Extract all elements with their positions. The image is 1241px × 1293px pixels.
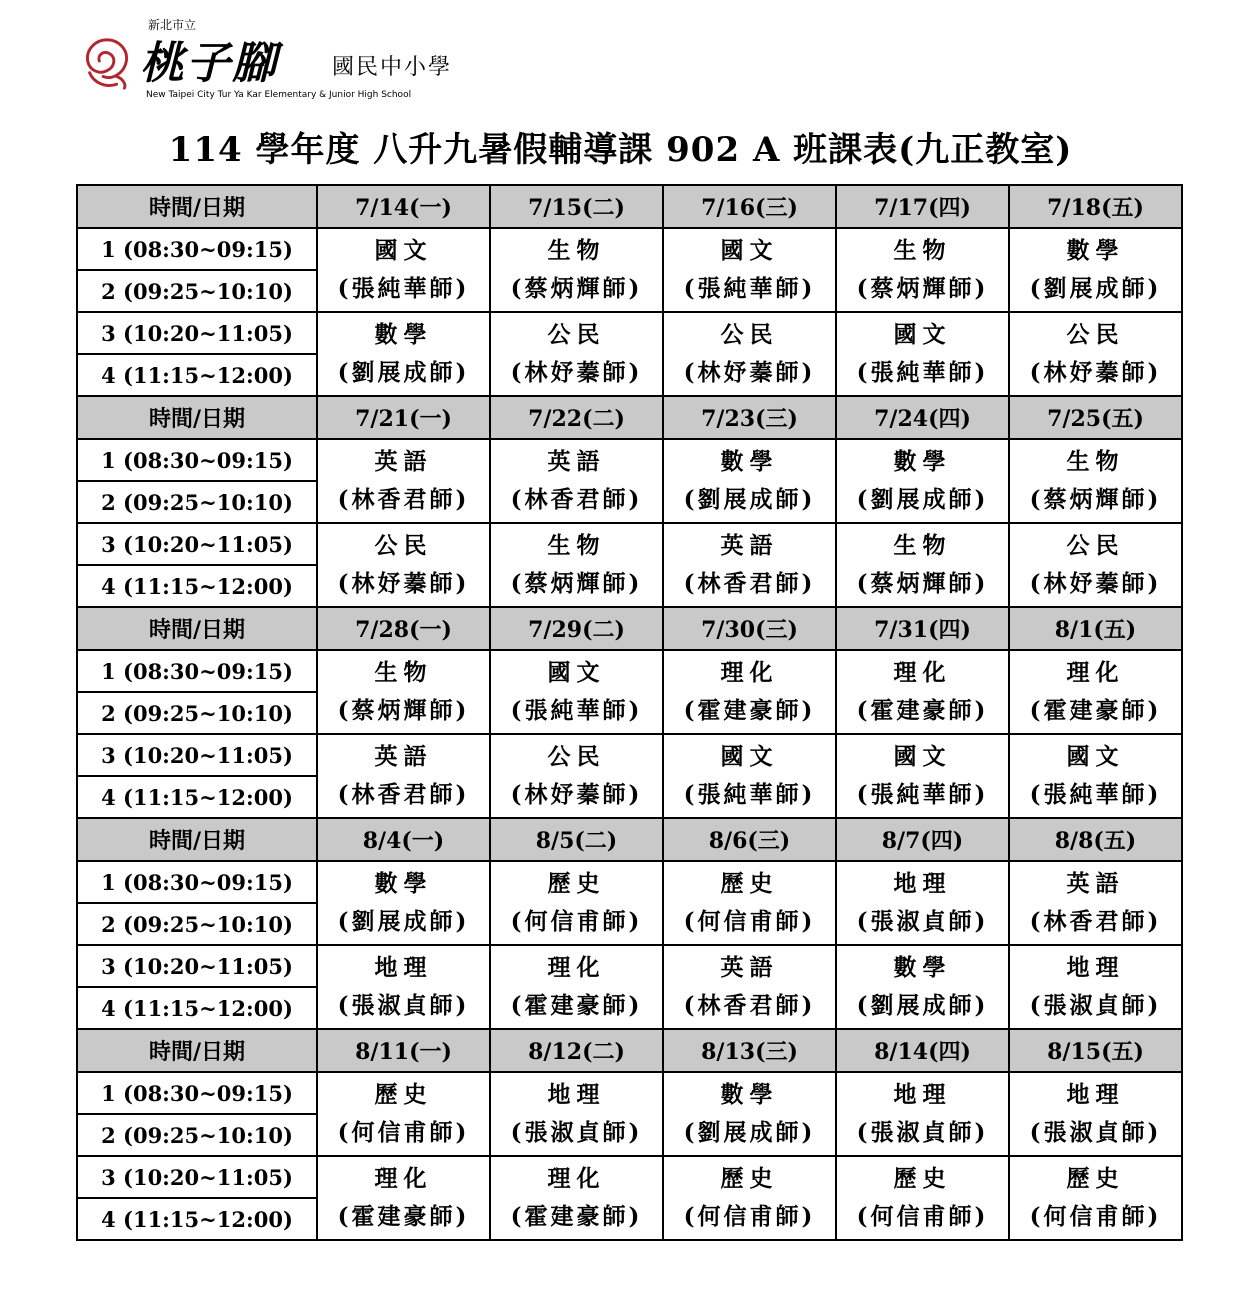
subject: 理化 <box>374 1165 433 1192</box>
class-cell <box>663 734 836 818</box>
subject: 數學 <box>1066 237 1125 264</box>
school-name: 桃子腳 <box>140 38 278 89</box>
class-cell <box>317 228 490 312</box>
class-cell <box>663 523 836 607</box>
teacher: (林香君師) <box>1029 908 1162 935</box>
class-cell <box>317 312 490 396</box>
teacher: (張純華師) <box>683 781 816 808</box>
teacher: (劉展成師) <box>1029 275 1162 302</box>
class-cell <box>836 439 1009 523</box>
date-header: 7/25(五) <box>1009 396 1182 439</box>
class-cell <box>490 439 663 523</box>
period-time: 1 (08:30~09:15) <box>77 1072 317 1114</box>
class-cell <box>1009 439 1182 523</box>
subject: 生物 <box>374 659 433 686</box>
subject: 英語 <box>374 743 433 770</box>
teacher: (霍建豪師) <box>510 1203 643 1230</box>
subject: 生物 <box>893 532 952 559</box>
subject: 數學 <box>720 448 779 475</box>
teacher: (劉展成師) <box>683 1119 816 1146</box>
class-cell <box>836 523 1009 607</box>
teacher: (林香君師) <box>683 570 816 597</box>
class-cell <box>317 1072 490 1156</box>
teacher: (張純華師) <box>683 275 816 302</box>
subject: 生物 <box>1066 448 1125 475</box>
teacher: (林香君師) <box>337 486 470 513</box>
class-cell <box>663 1072 836 1156</box>
date-header: 8/13(三) <box>663 1029 836 1072</box>
school-type: 國民中小學 <box>332 55 453 80</box>
teacher: (蔡炳輝師) <box>510 275 643 302</box>
date-header: 8/5(二) <box>490 818 663 861</box>
period-time: 4 (11:15~12:00) <box>77 354 317 396</box>
period-row <box>77 312 1182 354</box>
teacher: (林妤蓁師) <box>510 781 643 808</box>
class-cell <box>1009 734 1182 818</box>
teacher: (何信甫師) <box>337 1119 470 1146</box>
subject: 英語 <box>720 532 779 559</box>
class-cell <box>490 945 663 1029</box>
school-logo-icon <box>78 34 136 92</box>
teacher: (何信甫師) <box>683 1203 816 1230</box>
teacher: (張純華師) <box>1029 781 1162 808</box>
subject: 國文 <box>893 321 952 348</box>
subject: 英語 <box>1066 870 1125 897</box>
teacher: (劉展成師) <box>337 908 470 935</box>
class-cell <box>490 312 663 396</box>
teacher: (林妤蓁師) <box>510 359 643 386</box>
subject: 地理 <box>374 954 433 981</box>
subject: 公民 <box>720 321 779 348</box>
period-time: 1 (08:30~09:15) <box>77 439 317 481</box>
period-row <box>77 1156 1182 1198</box>
period-time: 4 (11:15~12:00) <box>77 1198 317 1240</box>
period-time: 4 (11:15~12:00) <box>77 565 317 607</box>
class-cell <box>663 439 836 523</box>
subject: 理化 <box>1066 659 1125 686</box>
date-header: 7/29(二) <box>490 607 663 650</box>
subject: 歷史 <box>374 1081 433 1108</box>
period-time: 3 (10:20~11:05) <box>77 312 317 354</box>
class-cell <box>1009 861 1182 945</box>
teacher: (張淑貞師) <box>856 1119 989 1146</box>
date-header: 7/14(一) <box>317 185 490 228</box>
date-header: 7/17(四) <box>836 185 1009 228</box>
period-row <box>77 439 1182 481</box>
teacher: (林香君師) <box>510 486 643 513</box>
subject: 英語 <box>547 448 606 475</box>
subject: 數學 <box>720 1081 779 1108</box>
subject: 國文 <box>720 237 779 264</box>
date-header: 7/23(三) <box>663 396 836 439</box>
page-title: 114 學年度 八升九暑假輔導課 902 A 班課表(九正教室) <box>168 130 1073 170</box>
subject: 地理 <box>893 1081 952 1108</box>
class-cell <box>1009 1156 1182 1240</box>
subject: 公民 <box>547 743 606 770</box>
period-row <box>77 523 1182 565</box>
date-header: 7/16(三) <box>663 185 836 228</box>
class-cell <box>317 650 490 734</box>
class-cell <box>1009 650 1182 734</box>
header-label: 時間/日期 <box>77 185 317 228</box>
subject: 國文 <box>1066 743 1125 770</box>
period-row <box>77 1072 1182 1114</box>
period-time: 2 (09:25~10:10) <box>77 270 317 312</box>
school-name-english: New Taipei City Tur Ya Kar Elementary & Junior High School <box>146 90 412 100</box>
date-header: 7/24(四) <box>836 396 1009 439</box>
period-time: 3 (10:20~11:05) <box>77 1156 317 1198</box>
class-cell <box>490 861 663 945</box>
subject: 地理 <box>1066 954 1125 981</box>
teacher: (林香君師) <box>683 992 816 1019</box>
subject: 英語 <box>374 448 433 475</box>
teacher: (劉展成師) <box>337 359 470 386</box>
subject: 數學 <box>893 954 952 981</box>
teacher: (劉展成師) <box>683 486 816 513</box>
subject: 生物 <box>547 237 606 264</box>
subject: 公民 <box>374 532 433 559</box>
teacher: (劉展成師) <box>856 992 989 1019</box>
date-header: 8/1(五) <box>1009 607 1182 650</box>
class-cell <box>317 945 490 1029</box>
class-cell <box>490 1072 663 1156</box>
class-cell <box>317 734 490 818</box>
teacher: (何信甫師) <box>683 908 816 935</box>
class-cell <box>836 312 1009 396</box>
subject: 理化 <box>547 1165 606 1192</box>
subject: 數學 <box>374 321 433 348</box>
class-cell <box>663 1156 836 1240</box>
date-header: 7/28(一) <box>317 607 490 650</box>
period-time: 2 (09:25~10:10) <box>77 903 317 945</box>
class-cell <box>1009 523 1182 607</box>
subject: 歷史 <box>1066 1165 1125 1192</box>
class-cell <box>836 228 1009 312</box>
subject: 理化 <box>720 659 779 686</box>
subject: 歷史 <box>720 1165 779 1192</box>
subject: 英語 <box>720 954 779 981</box>
date-header: 7/15(二) <box>490 185 663 228</box>
teacher: (張淑貞師) <box>1029 992 1162 1019</box>
teacher: (蔡炳輝師) <box>856 275 989 302</box>
subject: 國文 <box>720 743 779 770</box>
class-cell <box>490 650 663 734</box>
class-cell <box>490 734 663 818</box>
subject: 數學 <box>374 870 433 897</box>
subject: 地理 <box>1066 1081 1125 1108</box>
teacher: (劉展成師) <box>856 486 989 513</box>
teacher: (林妤蓁師) <box>1029 570 1162 597</box>
subject: 歷史 <box>720 870 779 897</box>
class-cell <box>1009 312 1182 396</box>
teacher: (張淑貞師) <box>856 908 989 935</box>
class-cell <box>317 861 490 945</box>
class-cell <box>663 861 836 945</box>
teacher: (張淑貞師) <box>510 1119 643 1146</box>
period-time: 2 (09:25~10:10) <box>77 1114 317 1156</box>
teacher: (林香君師) <box>337 781 470 808</box>
teacher: (張淑貞師) <box>337 992 470 1019</box>
date-header: 8/15(五) <box>1009 1029 1182 1072</box>
date-header: 8/6(三) <box>663 818 836 861</box>
date-header: 7/31(四) <box>836 607 1009 650</box>
period-time: 1 (08:30~09:15) <box>77 861 317 903</box>
class-cell <box>490 228 663 312</box>
header-label: 時間/日期 <box>77 818 317 861</box>
period-time: 3 (10:20~11:05) <box>77 734 317 776</box>
header-label: 時間/日期 <box>77 1029 317 1072</box>
period-row <box>77 228 1182 270</box>
period-row <box>77 650 1182 692</box>
class-cell <box>836 1072 1009 1156</box>
period-time: 3 (10:20~11:05) <box>77 945 317 987</box>
date-header: 7/22(二) <box>490 396 663 439</box>
teacher: (蔡炳輝師) <box>1029 486 1162 513</box>
subject: 公民 <box>1066 321 1125 348</box>
date-header: 8/12(二) <box>490 1029 663 1072</box>
teacher: (張淑貞師) <box>1029 1119 1162 1146</box>
week-header-row <box>77 396 1182 439</box>
class-cell <box>663 312 836 396</box>
period-row <box>77 734 1182 776</box>
class-cell <box>663 650 836 734</box>
date-header: 8/14(四) <box>836 1029 1009 1072</box>
subject: 國文 <box>547 659 606 686</box>
class-cell <box>317 1156 490 1240</box>
subject: 理化 <box>547 954 606 981</box>
teacher: (林妤蓁師) <box>337 570 470 597</box>
date-header: 8/11(一) <box>317 1029 490 1072</box>
class-cell <box>836 650 1009 734</box>
subject: 國文 <box>893 743 952 770</box>
subject: 數學 <box>893 448 952 475</box>
subject: 地理 <box>893 870 952 897</box>
header-label: 時間/日期 <box>77 396 317 439</box>
period-time: 1 (08:30~09:15) <box>77 650 317 692</box>
class-cell <box>836 734 1009 818</box>
header-label: 時間/日期 <box>77 607 317 650</box>
teacher: (蔡炳輝師) <box>337 697 470 724</box>
class-cell <box>1009 945 1182 1029</box>
teacher: (霍建豪師) <box>1029 697 1162 724</box>
teacher: (霍建豪師) <box>510 992 643 1019</box>
class-cell <box>1009 228 1182 312</box>
period-time: 2 (09:25~10:10) <box>77 692 317 734</box>
teacher: (林妤蓁師) <box>683 359 816 386</box>
teacher: (霍建豪師) <box>683 697 816 724</box>
teacher: (林妤蓁師) <box>1029 359 1162 386</box>
subject: 生物 <box>547 532 606 559</box>
teacher: (蔡炳輝師) <box>510 570 643 597</box>
teacher: (何信甫師) <box>856 1203 989 1230</box>
class-cell <box>490 1156 663 1240</box>
teacher: (何信甫師) <box>510 908 643 935</box>
class-cell <box>317 523 490 607</box>
period-time: 4 (11:15~12:00) <box>77 987 317 1029</box>
class-cell <box>317 439 490 523</box>
teacher: (張純華師) <box>856 359 989 386</box>
timetable <box>76 184 1183 1241</box>
date-header: 8/7(四) <box>836 818 1009 861</box>
teacher: (張純華師) <box>510 697 643 724</box>
subject: 地理 <box>547 1081 606 1108</box>
period-time: 2 (09:25~10:10) <box>77 481 317 523</box>
subject: 生物 <box>893 237 952 264</box>
subject: 公民 <box>1066 532 1125 559</box>
week-header-row <box>77 607 1182 650</box>
city-label: 新北市立 <box>148 18 197 32</box>
period-row <box>77 861 1182 903</box>
week-header-row <box>77 818 1182 861</box>
period-time: 1 (08:30~09:15) <box>77 228 317 270</box>
teacher: (霍建豪師) <box>337 1203 470 1230</box>
week-header-row <box>77 1029 1182 1072</box>
teacher: (霍建豪師) <box>856 697 989 724</box>
class-cell <box>490 523 663 607</box>
teacher: (蔡炳輝師) <box>856 570 989 597</box>
subject: 歷史 <box>547 870 606 897</box>
class-cell <box>1009 1072 1182 1156</box>
class-cell <box>836 1156 1009 1240</box>
date-header: 7/30(三) <box>663 607 836 650</box>
class-cell <box>663 228 836 312</box>
date-header: 7/18(五) <box>1009 185 1182 228</box>
week-header-row <box>77 185 1182 228</box>
date-header: 8/8(五) <box>1009 818 1182 861</box>
teacher: (何信甫師) <box>1029 1203 1162 1230</box>
class-cell <box>836 861 1009 945</box>
period-row <box>77 945 1182 987</box>
class-cell <box>663 945 836 1029</box>
subject: 國文 <box>374 237 433 264</box>
class-cell <box>836 945 1009 1029</box>
subject: 公民 <box>547 321 606 348</box>
period-time: 4 (11:15~12:00) <box>77 776 317 818</box>
period-time: 3 (10:20~11:05) <box>77 523 317 565</box>
teacher: (張純華師) <box>856 781 989 808</box>
school-header <box>78 12 498 104</box>
teacher: (張純華師) <box>337 275 470 302</box>
subject: 歷史 <box>893 1165 952 1192</box>
date-header: 7/21(一) <box>317 396 490 439</box>
date-header: 8/4(一) <box>317 818 490 861</box>
subject: 理化 <box>893 659 952 686</box>
